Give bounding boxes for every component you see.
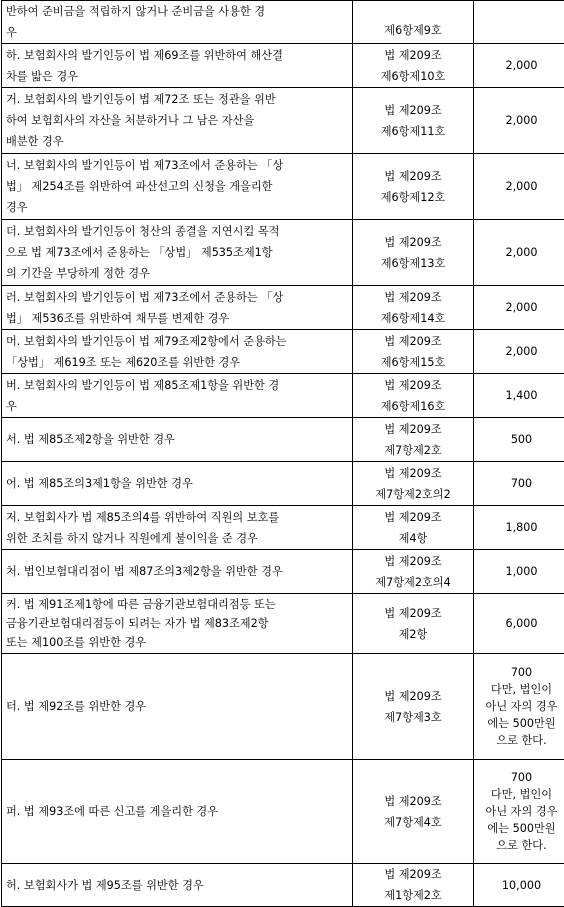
violation-description: 허. 보험회사가 법 제95조를 위반한 경우 [2,864,353,907]
penalty-amount: 2,000 [474,220,564,286]
legal-basis: 법 제209조 제6항제12호 [353,154,474,220]
table-row [2,154,564,220]
table-row [2,864,564,907]
violation-description: 처. 법인보험대리점이 법 제87조의3제2항을 위반한 경우 [2,550,353,594]
penalty-amount: 1,000 [474,550,564,594]
violation-description: 버. 보험회사의 발기인등이 법 제85조제1항을 위반한 경 우 [2,374,353,418]
violation-description: 하. 보험회사의 발기인등이 법 제69조를 위반하여 해산결 차를 밟은 경우 [2,44,353,88]
table-row [2,1,564,44]
penalty-amount: 500 [474,418,564,462]
violation-description: 머. 보험회사의 발기인등이 법 제79조제2항에서 준용하는 「상법」 제619조 또는 제620조를 위반한 경우 [2,330,353,374]
penalty-amount: 700 다만, 법인이 아닌 자의 경우 에는 500만원 으로 한다. [474,654,564,760]
table-row [2,330,564,374]
penalty-amount: 2,000 [474,88,564,154]
penalty-amount: 2,000 [474,330,564,374]
legal-basis: 법 제209조 제6항제11호 [353,88,474,154]
violation-description: 서. 법 제85조제2항을 위반한 경우 [2,418,353,462]
violation-description: 어. 법 제85조의3제1항을 위반한 경우 [2,462,353,506]
legal-basis: 법 제209조 제7항제2호의4 [353,550,474,594]
legal-basis: 법 제209조 제7항제2호의2 [353,462,474,506]
table-row [2,418,564,462]
table-row [2,286,564,330]
legal-basis: 법 제209조 제2항 [353,594,474,654]
penalty-table [1,0,564,907]
legal-basis: 법 제209조 제6항제14호 [353,286,474,330]
legal-basis: 법 제209조 제6항제13호 [353,220,474,286]
legal-basis: 법 제209조 제7항제4호 [353,760,474,864]
violation-description: 저. 보험회사가 법 제85조의4를 위반하여 직원의 보호를 위한 조치를 하지 않거나 직원에게 불이익을 준 경우 [2,506,353,550]
penalty-amount: 2,000 [474,286,564,330]
violation-description: 터. 법 제92조를 위반한 경우 [2,654,353,760]
legal-basis: 법 제209조 제6항제15호 [353,330,474,374]
legal-basis: 법 제209조 제1항제2호 [353,864,474,907]
violation-description: 퍼. 법 제93조에 따른 신고를 게을리한 경우 [2,760,353,864]
penalty-amount: 2,000 [474,154,564,220]
violation-description: 러. 보험회사의 발기인등이 법 제73조에서 준용하는 「상 법」 제536조를 위반하여 채무를 변제한 경우 [2,286,353,330]
violation-description: 반하여 준비금을 적립하지 않거나 준비금을 사용한 경 우 [2,1,353,44]
penalty-amount: 700 [474,462,564,506]
table-row [2,462,564,506]
violation-description: 더. 보험회사의 발기인등이 청산의 종결을 지연시킬 목적 으로 법 제73조에서 준용하는 「상법」 제535조제1항 의 기간을 부당하게 정한 경우 [2,220,353,286]
penalty-amount: 2,000 [474,44,564,88]
violation-description: 너. 보험회사의 발기인등이 법 제73조에서 준용하는 「상 법」 제254조를 위반하여 파산선고의 신청을 게을리한 경우 [2,154,353,220]
table-row [2,220,564,286]
violation-description: 커. 법 제91조제1항에 따른 금융기관보험대리점등 또는 금융기관보험대리점등이 되려는 자가 법 제83조제2항 또는 제100조를 위반한 경우 [2,594,353,654]
penalty-amount: 10,000 [474,864,564,907]
table-row [2,88,564,154]
penalty-amount [474,1,564,44]
table-row [2,654,564,760]
violation-description: 거. 보험회사의 발기인등이 법 제72조 또는 정관을 위반 하여 보험회사의 자산을 처분하거나 그 남은 자산을 배분한 경우 [2,88,353,154]
legal-basis: 법 제209조 제4항 [353,506,474,550]
penalty-amount: 700 다만, 법인이 아닌 자의 경우 에는 500만원 으로 한다. [474,760,564,864]
legal-basis: 법 제209조 제6항제10호 [353,44,474,88]
table-row [2,760,564,864]
legal-basis: 법 제209조 제7항제3호 [353,654,474,760]
legal-basis: 법 제209조 제6항제16호 [353,374,474,418]
penalty-amount: 1,800 [474,506,564,550]
table-row [2,506,564,550]
penalty-amount: 6,000 [474,594,564,654]
table-row [2,44,564,88]
penalty-amount: 1,400 [474,374,564,418]
penalty-table-body [2,1,564,907]
table-row [2,594,564,654]
table-row [2,374,564,418]
legal-basis: 법 제209조 제7항제2호 [353,418,474,462]
legal-basis: 제6항제9호 [353,1,474,44]
table-row [2,550,564,594]
